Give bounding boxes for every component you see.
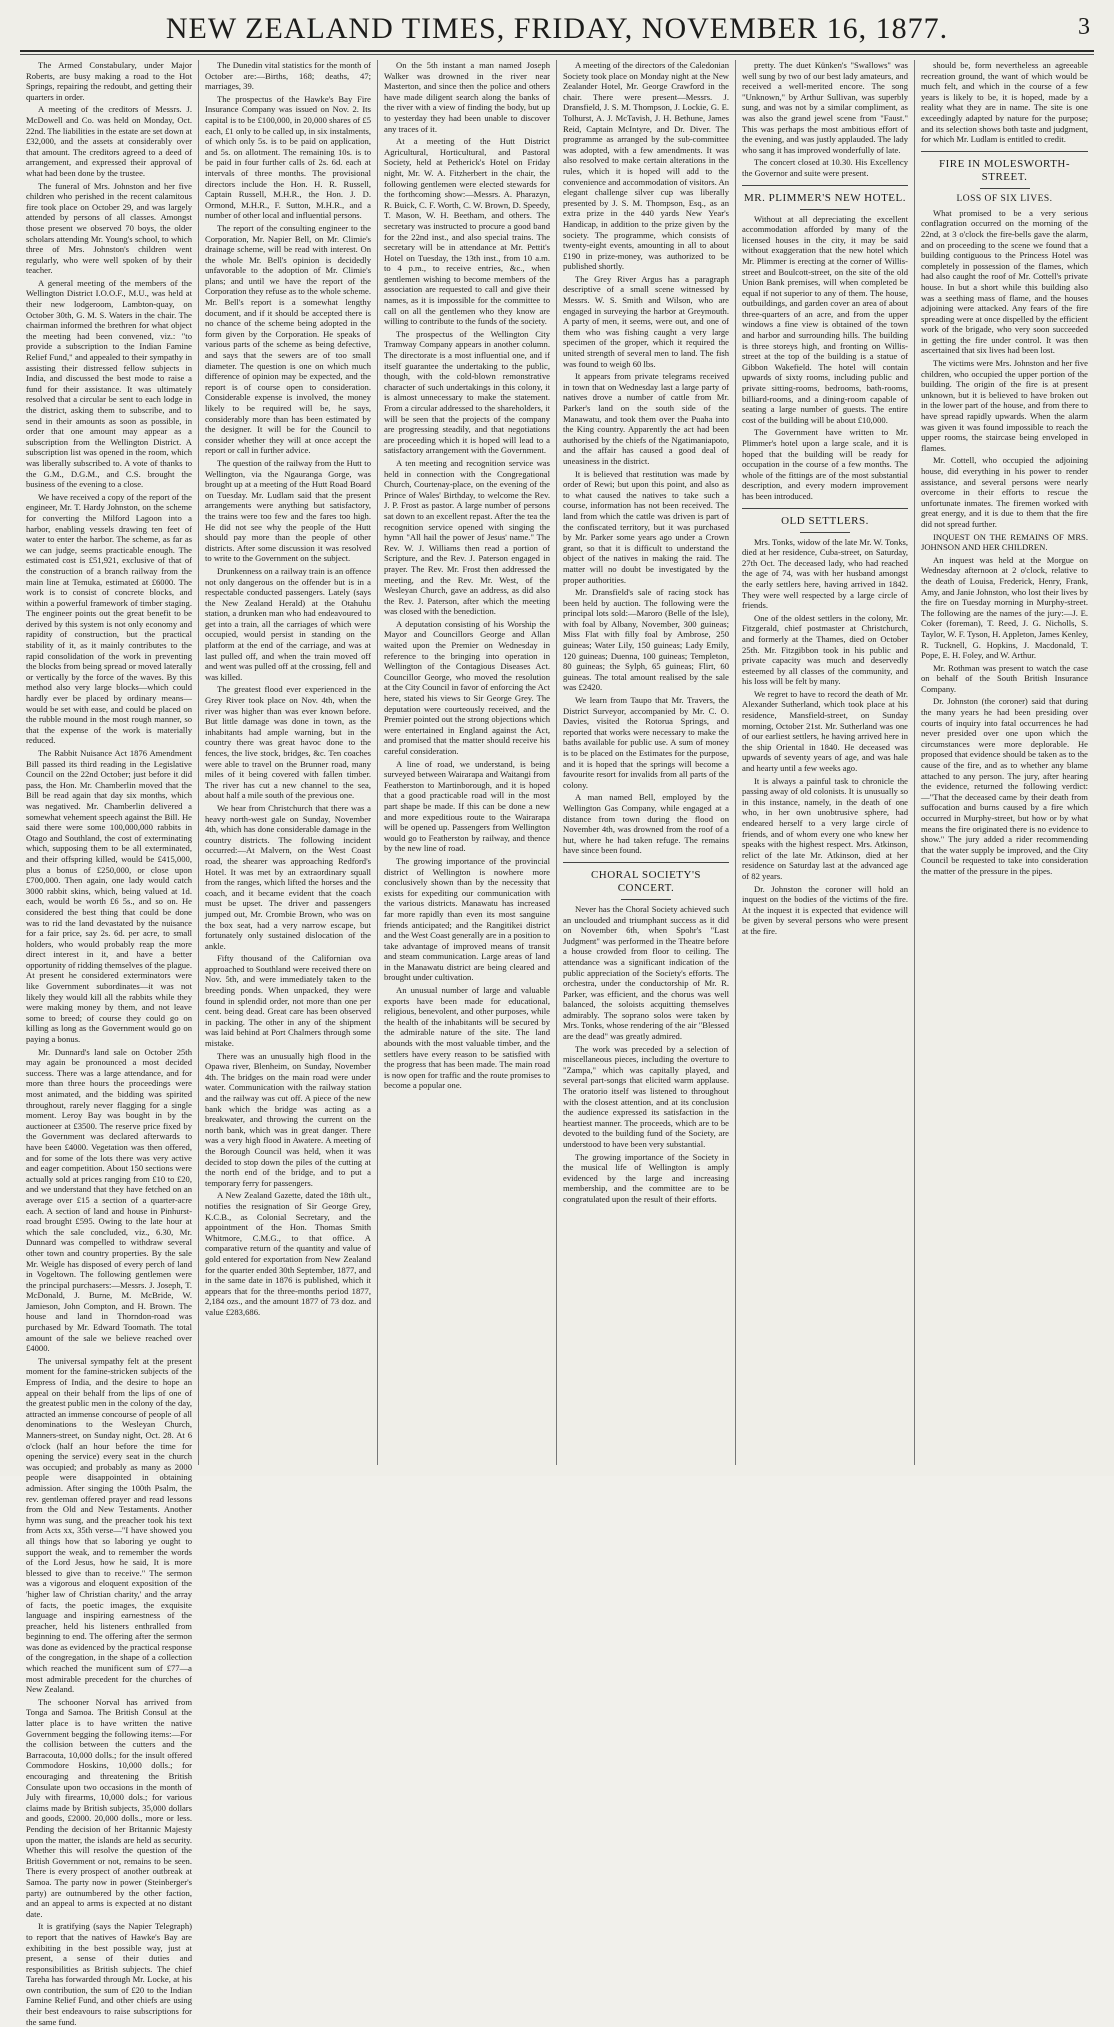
short-rule xyxy=(980,188,1030,189)
article-paragraph: There was an unusually high flood in the Opawa river, Blenheim, on Sunday, November 4th. The bridges on the main road were under water. Communication with the railway station and the railway was cut off. A piece of the new bank which the bridge was acting as a breakwater, and throwing the current on the north bank, which was in great danger. There was a very high flood in Awatere. A meeting of the Borough Council was held, when it was decided to stop down the piles of the cutting at the north end of the bridge, and to put a temporary ferry for passengers. xyxy=(205,1050,371,1188)
short-rule xyxy=(800,209,850,210)
article-paragraph: At a meeting of the Hutt District Agricultural, Horticultural, and Pastoral Society, held at Petherick's Hotel on Friday night, Mr. W. A. Fitzherbert in the chair, the following gentlemen were elected stewards for the forthcoming show:—Messrs. A. Pharazyn, R. Buick, C. F. Worth, C. W. Brown, D. Speedy, T. Mason, W. H. Beetham, and others. The secretary was instructed to procure a good band for the 22nd inst., and also special trains. The secretary will be in attendance at Mr. Pettit's Hotel on Tuesday, the 13th inst., from 10 a.m. to 4 p.m., to receive entries, &c., when gentlemen wishing to become members of the association are requested to call and give their names, as it is impossible for the committee to call on all the gentlemen who they know are willing to contribute to the funds of the society. xyxy=(384,136,550,327)
article-paragraph: On the 5th instant a man named Joseph Walker was drowned in the river near Masterton, and since then the police and others have made diligent search along the banks of the river with a view of finding the body, but up to yesterday they had been unable to discover any traces of it. xyxy=(384,60,550,134)
section-subheading: LOSS OF SIX LIVES. xyxy=(956,193,1053,204)
section-heading: MR. PLIMMER'S NEW HOTEL. xyxy=(744,191,906,204)
article-paragraph: The Government have written to Mr. Plimmer's hotel upon a large scale, and it is hoped that the building will be ready for occupation in the course of a few months. The whole of the fittings are of the most substantial description, and every modern improvement has been introduced. xyxy=(742,427,908,501)
article-paragraph: An unusual number of large and valuable exports have been made for educational, religious, benevolent, and other purposes, while the health of the inhabitants will be secured by the admirable nature of the site. The land abounds with the most valuable timber, and the settlers have every reason to be satisfied with the progress that has been made. The main road is now open for traffic and the route promises to become a popular one. xyxy=(384,985,550,1091)
article-paragraph: We have received a copy of the report of the engineer, Mr. T. Hardy Johnston, on the scheme for converting the Milford Lagoon into a harbor, enabling vessels drawing ten feet of water to enter the harbor. The scheme, as far as we can judge, seems practicable enough. The estimated cost is £51,921, exclusive of that of the construction of a branch railway from the main line at Temuka, estimated at £6000. The work is to consist of concrete blocks, and within a powerful framework of timber staging. The engineer points out the great benefit to be derived by this system is not only economy and rapidity of construction, but the practical stability of it, as it mainly contributes to the rapid consolidation of the work in preventing the blocks from being spread or moved laterally or vertically by the force of the waves. By this method also very large blocks—which could hardly ever be placed by ordinary means—would be set with ease, and could be placed on the rubble mound in the most rough manner, so that the expense of the work is materially reduced. xyxy=(26,491,192,746)
article-paragraph: Fifty thousand of the Californian ova approached to Southland were received there on Nov. 5th, and were immediately taken to the breeding ponds. When unpacked, they were found in splendid order, not more than one per cent. being dead. Great care has been observed in packing. The other in any of the shipment was laid behind at Port Chalmers through some mistake. xyxy=(205,953,371,1049)
column-3 xyxy=(378,60,557,1465)
masthead xyxy=(20,10,1094,52)
article-paragraph: The schooner Norval has arrived from Tonga and Samoa. The British Consul at the latter place is to have written the native Government begging the following items:—For the collision between the cutters and the Barracouta, 10,000 dolls.; for the insult offered Commodore Hoskins, 10,000 dolls.; for encouraging and threatening the British Consulate upon two occasions in the month of July with firearms, 10,000 dols.; for various claims made by British subjects, 35,000 dollars and goods, £2000. 20,000 dolls., more or less. Pending the decision of her Britannic Majesty upon the matter, the islands are held as security. Whether this will resolve the question of the British Government or not, remains to be seen. There is every prospect of another outbreak at Samoa. The party now in power (Steinberger's party) are outnumbered by the other faction, and an appeal to arms is expected at no distant date. xyxy=(26,1696,192,1919)
article-paragraph: The work was preceded by a selection of miscellaneous pieces, including the overture to "Zampa," which was capitally played, and several part-songs that elicited warm applause. The oratorio itself was listened to throughout with the closest attention, and at its conclusion the audience expressed its satisfaction in the heartiest manner. The proceeds, which are to be devoted to the building fund of the Society, are understood to have been very substantial. xyxy=(563,1043,729,1149)
section-heading: FIRE IN MOLESWORTH-STREET. xyxy=(938,157,1071,183)
masthead-title: NEW ZEALAND TIMES, FRIDAY, NOVEMBER 16, 1877. xyxy=(165,12,949,45)
column-1 xyxy=(20,60,199,2027)
article-paragraph: The funeral of Mrs. Johnston and her five children who perished in the recent calamitous fire took place on October 29, and was largely attended by persons of all classes. Amongst those present we observed 70 boys, the older scholars attending Mr. Young's school, to which three of Mrs. Johnston's children went regularly, who were well spoken of by their teacher. xyxy=(26,180,192,276)
article-paragraph: Dr. Johnston the coroner will hold an inquest on the bodies of the victims of the fire. At the inquest it is expected that evidence will be given by several persons who were present at the fire. xyxy=(742,883,908,936)
article-paragraph: The growing importance of the provincial district of Wellington is nowhere more conclusively shown than by the necessity that exists for expediting our communication with the various districts. Manawatu has increased far more rapidly than even its most sanguine friends anticipated; and the Rangitikei district and the West Coast generally are in a position to take advantage of improved means of transit and steam communication. Large areas of land in the Manawatu district are being cleared and brought under cultivation. xyxy=(384,855,550,983)
article-paragraph: We regret to have to record the death of Mr. Alexander Sutherland, which took place at his residence, Mansfield-street, on Sunday morning, October 21st. Mr. Sutherland was one of our earliest settlers, he having arrived here in the ship Oriental in 1840. He deceased was upwards of seventy years of age, and was hale and hearty until a few weeks ago. xyxy=(742,688,908,774)
article-paragraph: Dr. Johnston (the coroner) said that during the many years he had been presiding over courts of inquiry into fatal occurrences he had never presided over one upon which the circumstances were more deplorable. He proposed that evidence should be taken as to the cause of the fire, and as to whether any blame attached to any person. The jury, after hearing the evidence, returned the following verdict:—"That the deceased came by their death from suffocation and burns caused by a fire which occurred in Murphy-street, but how or by what means the fire originated there is no evidence to show." The jury added a rider recommending that the water supply be improved, and the City Council be requested to take into consideration the matter of the pressure in the pipes. xyxy=(921,696,1088,876)
column-6 xyxy=(915,60,1094,1465)
article-paragraph: Without at all depreciating the excellent accommodation afforded by many of the licensed houses in the city, it may be said without exaggeration that the new hotel which Mr. Plimmer is erecting at the corner of Willis-street and Boulcott-street, on the site of the old Union Bank premises, will when completed be equal if not superior to any of them. The house, outbuildings, and garden cover an area of about three-quarters of an acre, and from the upper windows a fine view is obtained of the town and harbor and surrounding hills. The building is three storeys high, and fronting on Willis-street at the top of the building is a statue of Gibbon Wakefield. The hotel will contain upwards of sixty rooms, including public and private sitting-rooms, bedrooms, bath-rooms, billiard-rooms, and a dining-room capable of seating a large number of guests. The entire cost of the building will be about £10,000. xyxy=(742,213,908,425)
article-paragraph: The prospectus of the Hawke's Bay Fire Insurance Company was issued on Nov. 2. Its capital is to be £100,000, in 20,000 shares of £5 each, £1 only to be called up, in six instalments, of which only 5s. is to be paid on application, and 5s. on allotment. The remaining 10s. is to be paid in four further calls of 2s. 6d. each at intervals of three months. The provisional directors include the Hon. H. R. Russell, Captain Russell, M.H.R., the Hon. J. D. Ormond, M.H.R., F. Sutton, M.H.R., and a number of other local and influential persons. xyxy=(205,93,371,221)
article-paragraph: The universal sympathy felt at the present moment for the famine-stricken subjects of the Empress of India, and the desire to hope an appeal on their behalf from the lips of one of the greatest public men in the colony of the day, attracted an immense concourse of people of all denominations to the Wesleyan Church, Manners-street, on Sunday night, Oct. 28. At 6 o'clock (half an hour before the time for opening the service) every seat in the church was occupied; and probably as many as 2000 people were disappointed in obtaining admission. After singing the 100th Psalm, the rev. gentleman offered prayer and read lessons from the Old and New Testaments. Another hymn was sung, and the preacher took his text from Acts xx, 35th verse—"I have showed you all things how that so laboring ye ought to support the weak, and to remember the words of the Lord Jesus, how he said, It is more blessed to give than to receive." The sermon was a vigorous and eloquent exposition of the 'higher law of Christian charity,' and the array of facts, the poetic images, the exquisite language and inspiring earnestness of the preacher, held his listeners enthralled from beginning to end. The offering after the sermon was done as evidenced by the practical response of the congregation, in the shape of a collection which reached the munificent sum of £77—a most admirable precedent for the churches of New Zealand. xyxy=(26,1355,192,1695)
column-rule xyxy=(742,185,908,186)
article-paragraph: A meeting of the creditors of Messrs. J. McDowell and Co. was held on Monday, Oct. 22nd. The liabilities in the estate are set down at £32,000, and the assets at considerably over that amount. The creditors agreed to a deed of arrangement, and expressed their approval of what had been done by the trustee. xyxy=(26,104,192,178)
article-paragraph: The question of the railway from the Hutt to Wellington, via the Ngauranga Gorge, was brought up at a meeting of the Hutt Road Board on Tuesday. Mr. Ludlam said that the present arrangements were anything but satisfactory, the trains were too few and the fares too high. He did not see why the people of the Hutt should pay more than the people of other districts. After some discussion it was resolved to write to the Government on the subject. xyxy=(205,457,371,564)
article-paragraph: A meeting of the directors of the Caledonian Society took place on Monday night at the New Zealander Hotel, Mr. George Crawford in the chair. There were present—Messrs. J. Dransfield, J. S. M. Thompson, J. Lockie, G. E. Tolhurst, A. J. McTavish, J. H. Bethune, James Reid, Captain McIntyre, and Dr. Diver. The programme as arranged by the sub-committee was adopted, with a few amendments. It was also resolved to make certain alterations in the rules, which it is hoped will add to the convenience and accommodation of visitors. An elegant challenge silver cup was liberally presented by J. S. M. Thompson, Esq., as an extra prize in the 440 yards New Year's Handicap, in addition to the prize given by the society. The programme, which consists of twenty-eight events, amounting in all to about £190 in prize-money, was authorized to be published shortly. xyxy=(563,60,729,272)
article-paragraph: It appears from private telegrams received in town that on Wednesday last a large party of natives drove a number of cattle from Mr. Parker's land on the south side of the Manawatu, and took them over the Puaha into the King country. Apparently the act had been authorised by the chiefs of the Ngatimaniapoto, and the affair has caused a good deal of uneasiness in the district. xyxy=(563,371,729,466)
masthead-rule xyxy=(20,54,1094,55)
article-paragraph: One of the oldest settlers in the colony, Mr. Fitzgerald, chief postmaster at Christchurch, and formerly at the Thames, died on October 25th. Mr. Fitzgibbon took in his public and private capacity was much and deservedly esteemed by all classes of the community, and his loss will be felt by many. xyxy=(742,612,908,687)
article-paragraph: The victims were Mrs. Johnston and her five children, who occupied the upper portion of the building. The origin of the fire is at present unknown, but it is believed to have broken out in the lower part of the house, and from there to have spread rapidly upwards. When the alarm was given it was found impossible to reach the upper rooms, the staircase being enveloped in flames. xyxy=(921,358,1088,453)
article-paragraph: An inquest was held at the Morgue on Wednesday afternoon at 2 o'clock, relative to the death of Louisa, Frederick, Henry, Frank, Amy, and Janie Johnston, who lost their lives by the fire on Tuesday morning in Murphy-street. The following are the names of the jury:—J. E. Coker (foreman), T. Reed, J. G. Nicholls, S. Taylor, W. F. Tyson, H. Appleton, James Kenley, R. Tucknell, G. Hopkins, J. Macdonald, T. Pope, E. H. Foley, and W. Arthur. xyxy=(921,554,1089,661)
article-paragraph: The greatest flood ever experienced in the Grey River took place on Nov. 4th, when the river was higher than was ever known before. But little damage was done in town, as the inhabitants had ample warning, but in the country there was great havoc done to the fences, the live stock, bridges, &c. Ten coaches were able to travel on the Brunner road, many miles of it being covered with fallen timber. The river has cut a new channel to the sea, about half a mile south of the previous one. xyxy=(205,684,371,801)
article-paragraph: A deputation consisting of his Worship the Mayor and Councillors George and Allan waited upon the Premier on Wednesday in reference to the bringing into operation in Wellington of the Contagious Diseases Act. Councillor George, who moved the resolution at the City Council in favor of enforcing the Act here, stated his views to Sir George Grey. The deputation were courteously received, and the Premier pointed out the strong objections which were entertained in England against the Act, and promised that the matter should receive his careful consideration. xyxy=(384,618,550,756)
column-rule xyxy=(742,508,908,509)
column-rule xyxy=(921,151,1088,152)
article-paragraph: The Grey River Argus has a paragraph descriptive of a small scene witnessed by Messrs. W. S. Smith and Wilson, who are engaged in surveying the harbor at Greymouth. A party of men, it seems, were out, and one of them who was fishing caught a very large specimen of the groper, which it required the united strength of several men to land. The fish was found to weigh 60 lbs. xyxy=(563,273,729,369)
article-paragraph: A New Zealand Gazette, dated the 18th ult., notifies the resignation of Sir George Grey, K.C.B., as Colonial Secretary, and the appointment of the Hon. Thomas Smith Whitmore, C.M.G., to that office. A comparative return of the quantity and value of gold entered for exportation from New Zealand for the quarter ended 30th September, 1877, and in the same date in 1876 is published, which it appears that for the three-months period 1877, 2,184 ozs., and the amount 1877 of 73 doz. and value £283,686. xyxy=(205,1190,371,1317)
short-rule xyxy=(621,899,671,900)
article-paragraph: The Rabbit Nuisance Act 1876 Amendment Bill passed its third reading in the Legislative Council on the 22nd October; just before it did pass, the Hon. Mr. Chamberlin moved that the Bill be read again that day six months, which was negatived. Mr. Chamberlin delivered a somewhat vehement speech against the Bill. He said there were some 100,000,000 rabbits in Otago and Southland, the cost of exterminating which, supposing them to be all exterminated, and their offspring killed, would be £415,000, plus a bonus of £250,000, or close upon £700,000. Then again, one lady would catch 3000 rabbit skins, which, being valued at 1d. each, would be worth £6 5s., and so on. He considered the best thing that could be done was to rid the land devastated by the nuisance for a fair price, say 2s. 6d. per acre, to small holders, who would probably reap the more direct interest in it, and have a better opportunity of ridding themselves of the plague. At present he considered exterminators were like Government subordinates—it was not likely they would kill all the rabbits while they were making money by them, and not leave some to breed; of course they could go on killing as long as the Government would go on paying a bonus. xyxy=(26,748,192,1045)
article-paragraph: A general meeting of the members of the Wellington District I.O.O.F., M.U., was held at their new lodgeroom, Lambton-quay, on October 30th, G. M. S. Waters in the chair. The chairman informed the brethren for what object the meeting had been convened, viz.: "to provide a subscription to the Indian Famine Relief Fund," and appealed to their sympathy in assisting their distressed fellow subjects in India, and discussed the best mode to raise a fund for their assistance. It was ultimately resolved that a circular be sent to each lodge in the district, asking them to subscribe, and to send in their amounts as soon as possible, in order that one amount may appear as a subscription from the Wellington District. A subscription list was opened in the room, which was liberally subscribed to. A vote of thanks to the G.M., D.G.M., and C.S. brought the business of the evening to a close. xyxy=(26,277,192,490)
article-paragraph: Mrs. Tonks, widow of the late Mr. W. Tonks, died at her residence, Cuba-street, on Saturday, 27th Oct. The deceased lady, who had reached the age of 74, was with her husband amongst the early settlers here, having arrived in 1842. They were well respected by a large circle of friends. xyxy=(742,536,908,611)
article-paragraph: What promised to be a very serious conflagration occurred on the morning of the 22nd, at 3 o'clock the fire-bells gave the alarm, and on proceeding to the scene we found that a building contiguous to the Princess Hotel was completely in possession of the flames, which had also caught the roof of Mr. Cottell's private house. In but a short while this building also was a seething mass of flame, and the houses adjoining were attacked. Any fears of the fire spreading were at once dispelled by the efficient work of the brigade, who very soon succeeded in getting the fire under control. It was then ascertained that six lives had been lost. xyxy=(921,207,1088,356)
article-paragraph: pretty. The duet Künken's "Swallows" was well sung by two of our best lady amateurs, and received a well-merited encore. The song "Unknown," by Arthur Sullivan, was superbly sung, and was not by a similar compliment, as was also the grand jewel scene from "Faust." This was perhaps the most ambitious effort of the evening, and was justly applauded. The lady who sang it has improved wonderfully of late. xyxy=(742,60,908,155)
article-paragraph: Mr. Dransfield's sale of racing stock has been held by auction. The following were the principal lots sold:—Maroro (Belle of the Isle), with foal by Albany, November, 300 guineas; Miss Flat with filly foal by Ambrose, 250 guineas; Water Lily, 150 guineas; Lady Emily, 120 guineas; Duenna, 100 guineas; Templeton, 80 guineas; the Sylph, 65 guineas; Flirt, 60 guineas. The total amount realised by the sale was £2420. xyxy=(563,587,729,693)
article-paragraph: Mr. Dunnard's land sale on October 25th may again be pronounced a most decided success. There was a large attendance, and for more than three hours the proceedings were most animated, and the bidding was spirited throughout, rarely never flagging for a single moment. Leroy Bay was bought in by the auctioneer at £3500. The reserve price fixed by the Government was declared afterwards to have been £4000. Vegetation was then offered, and for some of the lots there was very active and eager competition. About 150 sections were actually sold at prices ranging from £10 to £20, and we understand that they have fetched on an average over £15 a section of a quarter-acre each. A section of land and house in Pinhurst-road brought £595. Owing to the late hour at which the sale concluded, viz., 6.30, Mr. Dunnard was compelled to withdraw several other town and country properties. By the sale Mr. Weigle has disposed of every perch of land in Vogeltown. The following gentlemen were the principal purchasers:—Messrs. J. Joseph, T. McDonald, J. Burne, M. McBride, W. Jamieson, John Compton, and H. Brown. The house and land in Thorndon-road was purchased by Mr. Edward Toomath. The total amount of the sale we believe reached over £4000. xyxy=(26,1046,192,1354)
article-paragraph: INQUEST ON THE REMAINS OF MRS. JOHNSON AND HER CHILDREN. xyxy=(921,531,1088,553)
article-paragraph: It is always a painful task to chronicle the passing away of old colonists. It is unusually so in this instance, namely, in the death of one who, in her own unobtrusive sphere, had endeared herself to a very large circle of friends, and of whom every one who knew her speaks with the highest respect. Mrs. Atkinson, relict of the late Mr. Atkinson, died at her residence on Saturday last at the advanced age of 82 years. xyxy=(742,775,908,881)
section-heading: CHORAL SOCIETY'S CONCERT. xyxy=(590,868,702,894)
column-rule xyxy=(563,862,729,863)
article-paragraph: A ten meeting and recognition service was held in connection with the Congregational Church, Courtenay-place, on the evening of the Prince of Wales' Birthday, to welcome the Rev. J. P. Frost as pastor. A large number of persons sat down to an excellent repast. After the tea the recognition service opened with singing the hymn "All hail the power of Jesus' name." The Rev. W. J. Williams then read a portion of Scripture, and the Rev. J. Paterson engaged in prayer. The Rev. Mr. Frost then addressed the meeting, and the Rev. Mr. West, of the Wesleyan Church, gave an address, as did also the Rev. J. Paterson, after which the meeting was closed with the benediction. xyxy=(384,457,550,617)
article-paragraph: A line of road, we understand, is being surveyed between Wairarapa and Waitangi from Featherston to Martinborough, and it is hoped that a good practicable road will in the most part shape be made. If this can be done a new and more expeditious route to the Wairarapa will be opened up. Passengers from Wellington would go to Featherston by railway, and thence by the new line of road. xyxy=(384,758,550,854)
article-paragraph: The concert closed at 10.30. His Excellency the Governor and suite were present. xyxy=(742,157,908,178)
article-paragraph: We learn from Taupo that Mr. Travers, the District Surveyor, accompanied by Mr. C. O. Davies, visited the Rotorua Springs, and reported that works were necessary to make the baths available for public use. A sum of money is to be placed on the Estimates for the purpose, and it is hoped that the springs will become a favourite resort for invalids from all parts of the colony. xyxy=(563,695,729,790)
column-4 xyxy=(557,60,736,1465)
article-paragraph: Drunkenness on a railway train is an offence not only dangerous on the offender but is in a respectable conducted passengers. Lately (says the New Zealand Herald) at the Otahuhu station, a drunken man who had endeavoured to get into a train, all the carriages of which were occupied, would persist in standing on the platform at the end of the carriage, and was at last pulled off, and when the train moved off and went was pulled off at the crossing, fell and was killed. xyxy=(205,565,371,682)
article-paragraph: The Dunedin vital statistics for the month of October are:—Births, 168; deaths, 47; marriages, 39. xyxy=(205,60,371,92)
article-paragraph: The growing importance of the Society in the musical life of Wellington is amply evidenced by the large and increasing membership, and the committee are to be congratulated upon the result of their efforts. xyxy=(563,1151,729,1204)
article-paragraph: should be, form nevertheless an agreeable recreation ground, the want of which would be much felt, and which in the course of a few years is likely to be, it is hoped, made by a reality what they are in name. The site is one exceedingly adapted by nature for the purpose; and its selection shows both taste and judgment, for which Mr. Ludlam is entitled to credit. xyxy=(921,60,1088,145)
article-columns xyxy=(20,60,1094,2027)
section-heading: OLD SETTLERS. xyxy=(781,514,869,527)
article-paragraph: Mr. Cottell, who occupied the adjoining house, did everything in his power to render assistance, and several persons were nearly overcome in their efforts to rescue the unfortunate inmates. The firemen worked with great energy, and it is due to them that the fire did not spread further. xyxy=(921,455,1088,529)
article-paragraph: The Armed Constabulary, under Major Roberts, are busy making a road to the Hot Springs, repairing the redoubt, and getting their quarters in order. xyxy=(26,60,192,102)
article-paragraph: The report of the consulting engineer to the Corporation, Mr. Napier Bell, on Mr. Climie's drainage scheme, will be read with interest. On the whole Mr. Bell's opinion is decidedly unfavorable to the adoption of Mr. Climie's plans; and until we have the report of the Corporation they refuse as to the whole scheme. Mr. Bell's report is a somewhat lengthy document, and if it should be accepted there is no chance of the scheme being adopted in the form given by the Corporation. He speaks of various parts of the scheme as being defective, and says that the sewers are of too small diameter. The question is one on which much difference of opinion may be expected, and the report is of course open to consideration. Considerable expense is involved, the money likely to be required will be, he says, considerably more than has been estimated by the designer. It will be for the Council to consider whether they will at once accept the report or call in further advice. xyxy=(205,222,371,456)
column-2 xyxy=(199,60,378,1465)
article-paragraph: It is gratifying (says the Napier Telegraph) to report that the natives of Hawke's Bay are exhibiting in the best possible way, just at present, a sense of their duties and responsibilities as British subjects. The chief Tareha has forwarded through Mr. Locke, at his own contribution, the sum of £20 to the Indian Famine Relief Fund, and other chiefs are using their best endeavours to raise subscriptions for the same fund. xyxy=(26,1921,192,2027)
article-paragraph: Never has the Choral Society achieved such an unclouded and triumphant success as it did on November 6th, when Spohr's "Last Judgment" was performed in the Theatre before a house crowded from floor to ceiling. The attendance was a significant indication of the public appreciation of the Society's efforts. The orchestra, under the conductorship of Mr. R. Parker, was efficient, and the chorus was well balanced, the soloists acquitting themselves admirably. The soprano solos were taken by Mrs. Tonks, whose rendering of the air "Blessed are the dead" was greatly admired. xyxy=(563,903,729,1042)
article-paragraph: It is believed that restitution was made by order of Rewi; but upon this point, and also as to what caused the natives to take such a course, information has not been received. The land from which the cattle was driven is part of the confiscated territory, but it was purchased by Mr. Parker some years ago under a Crown grant, so that it is difficult to understand the object of the natives in making the raid. The matter will no doubt be investigated by the proper authorities. xyxy=(563,468,729,585)
column-5 xyxy=(736,60,915,1465)
page-number: 3 xyxy=(1078,14,1090,40)
short-rule xyxy=(800,532,850,533)
article-paragraph: The prospectus of the Wellington City Tramway Company appears in another column. The directorate is a most influential one, and if itself guarantee the undertaking to the public, though, with the cold-blown remonstrative character of such undertakings in this colony, it is almost unnecessary to make the statement. From a circular addressed to the shareholders, it will be seen that the projects of the company are progressing steadily, and that negotiations are proceeding which it is hoped will lead to a satisfactory arrangement with the Government. xyxy=(384,328,550,456)
article-paragraph: Mr. Rothman was present to watch the case on behalf of the South British Insurance Company. xyxy=(921,662,1088,694)
article-paragraph: We hear from Christchurch that there was a heavy north-west gale on Sunday, November 4th, which has done considerable damage in the country districts. The following incident occurred:—At Malvern, on the West Coast road, the shearer was approaching Redford's Hotel. It was met by an extraordinary squall from the ranges, which lifted the horses and the coach, and it became evident that the coach must be upset. The driver and passengers jumped out, Mr. Crombie Brown, who was on the box seat, had a very narrow escape, but fortunately only sustained dislocation of the ankle. xyxy=(205,802,371,951)
article-paragraph: A man named Bell, employed by the Wellington Gas Company, while engaged at a distance from town during the flood on November 4th, was drowned from the roof of a hut, where he had taken refuge. The remains have since been found. xyxy=(563,792,729,856)
